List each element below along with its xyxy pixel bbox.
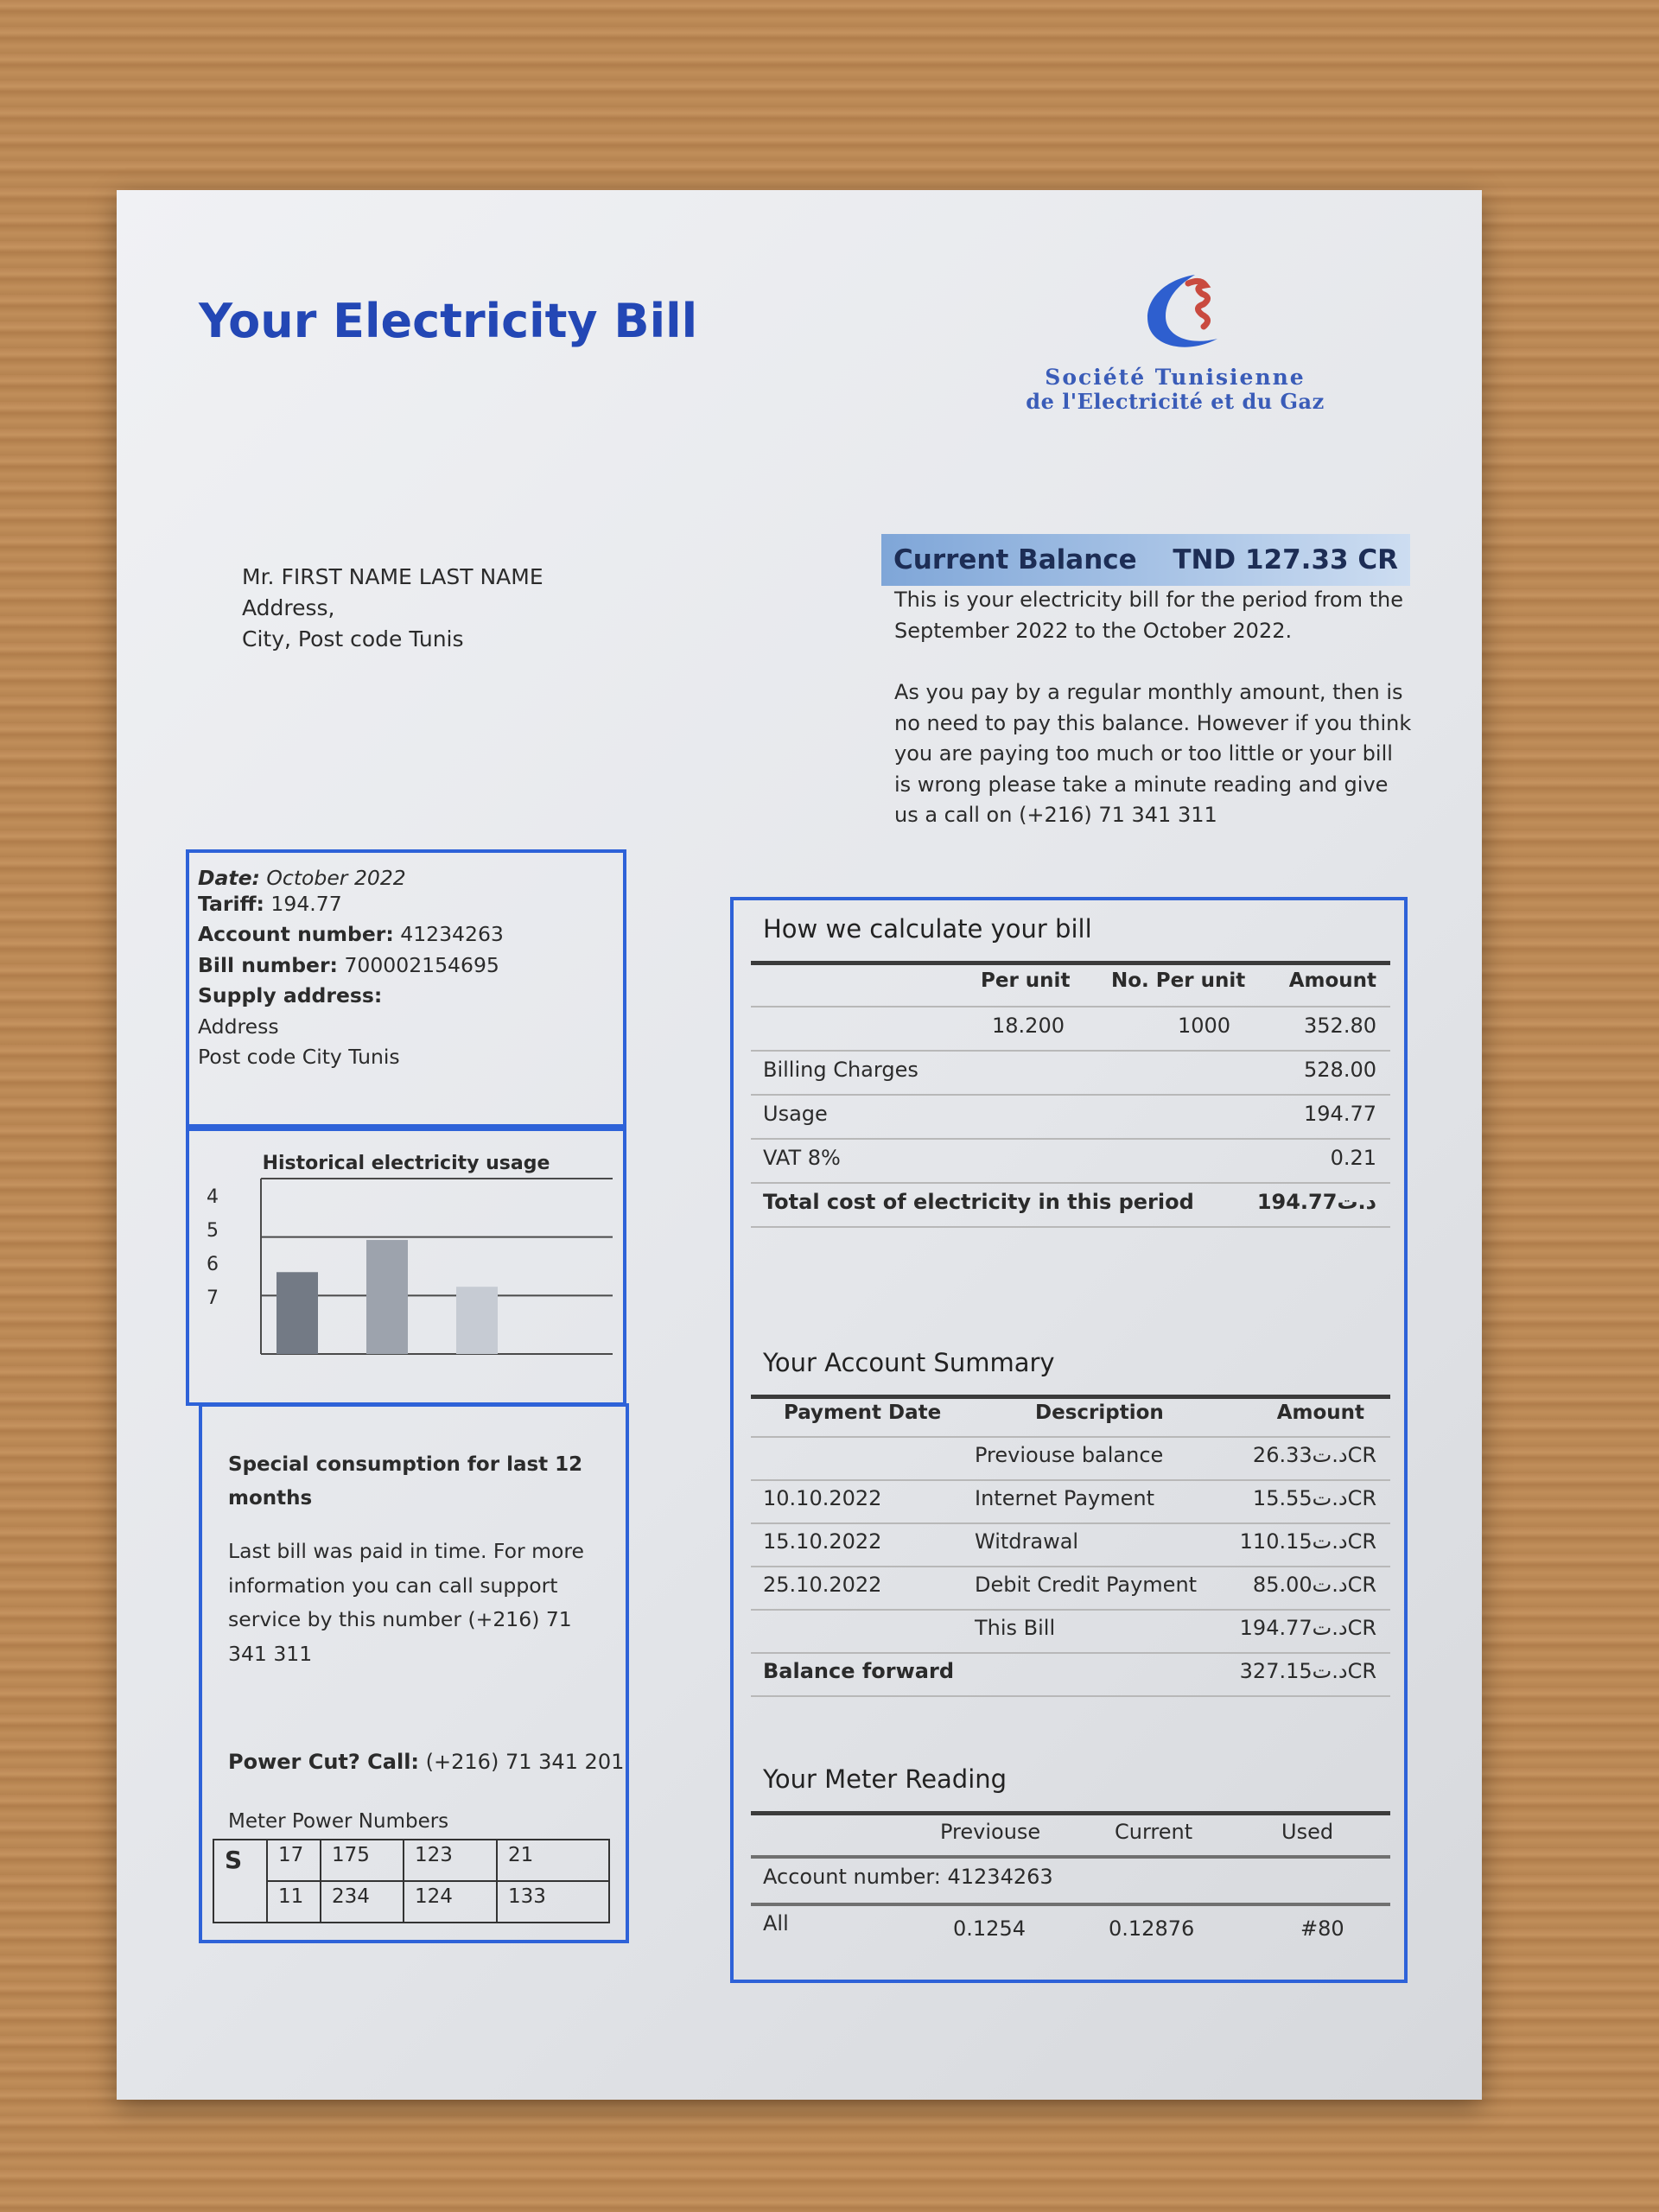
usage-chart-box xyxy=(186,1128,626,1406)
row-divider xyxy=(751,1479,1390,1481)
summary-divider xyxy=(751,1395,1390,1399)
summary-date: 10.10.2022 xyxy=(763,1486,882,1510)
row-divider xyxy=(751,1182,1390,1184)
row-divider xyxy=(751,1652,1390,1654)
calc-count: 1000 xyxy=(1178,1014,1231,1038)
meter-cell: 21 xyxy=(497,1840,609,1881)
summary-date: 25.10.2022 xyxy=(763,1573,882,1597)
summary-header-date: Payment Date xyxy=(784,1402,942,1424)
calc-unit-amount: 352.80 xyxy=(1304,1014,1376,1038)
tariff-line xyxy=(198,889,614,920)
bill-number-value: 700002154695 xyxy=(344,952,499,977)
company-logo xyxy=(1020,268,1331,415)
row-divider xyxy=(751,1609,1390,1611)
meter-cell: 11 xyxy=(267,1881,321,1923)
calc-section-title: How we calculate your bill xyxy=(763,914,1092,944)
calc-row xyxy=(763,1058,1376,1092)
calc-row-amount: 0.21 xyxy=(1330,1146,1376,1170)
chart-bar xyxy=(276,1272,318,1354)
summary-description: Previouse balance xyxy=(975,1443,1164,1467)
power-cut-line xyxy=(228,1750,624,1774)
calc-row-label: Usage xyxy=(763,1102,828,1126)
summary-row xyxy=(763,1443,1376,1478)
meter-power-label: Meter Power Numbers xyxy=(228,1810,449,1833)
summary-description: Internet Payment xyxy=(975,1486,1154,1510)
balance-period-text: This is your electricity bill for the period from the September 2022 to the October 2022. xyxy=(894,588,1403,643)
chart-title: Historical electricity usage xyxy=(262,1153,550,1174)
meter-header-used: Used xyxy=(1281,1820,1334,1844)
bill-number-line xyxy=(198,950,614,982)
summary-date: 15.10.2022 xyxy=(763,1529,882,1554)
bill-details-box xyxy=(730,897,1408,1983)
date-label: Date: xyxy=(198,866,260,890)
supply-address-heading: Supply address: xyxy=(198,983,383,1007)
meter-cell: 17 xyxy=(267,1840,321,1881)
calc-total-row xyxy=(763,1190,1376,1224)
summary-header-row xyxy=(763,1402,1376,1436)
summary-amount: د.ت15.55CR xyxy=(1252,1486,1376,1510)
meter-account-number: Account number: 41234263 xyxy=(763,1865,1053,1889)
supply-address-line1: Address xyxy=(198,1014,279,1039)
meter-previous-value: 0.1254 xyxy=(953,1916,1026,1941)
account-number-label: Account number: xyxy=(198,922,394,946)
chart-y-tick-label: 5 xyxy=(207,1220,219,1242)
meter-cell: 133 xyxy=(497,1881,609,1923)
calc-divider xyxy=(751,961,1390,965)
customer-address xyxy=(242,562,543,655)
calc-row-label: VAT 8% xyxy=(763,1146,841,1170)
summary-header-description: Description xyxy=(1035,1402,1164,1424)
customer-city: City, Post code Tunis xyxy=(242,626,464,652)
calc-row xyxy=(763,1102,1376,1136)
calc-header-count: No. Per unit xyxy=(1111,969,1246,992)
logo-text-line1: Société Tunisienne xyxy=(1045,365,1306,390)
logo-text-line2: de l'Electricité et du Gaz xyxy=(1026,389,1325,414)
calc-total-label: Total cost of electricity in this period xyxy=(763,1190,1194,1214)
chart-bar xyxy=(456,1287,498,1354)
tariff-label: Tariff: xyxy=(198,891,264,916)
row-divider xyxy=(751,1855,1390,1859)
calc-per-unit: 18.200 xyxy=(992,1014,1065,1038)
meter-cell: 175 xyxy=(321,1840,404,1881)
summary-row xyxy=(763,1486,1376,1521)
current-balance-bar xyxy=(881,534,1410,586)
balance-description xyxy=(894,585,1413,831)
row-divider xyxy=(751,1050,1390,1052)
date-value: October 2022 xyxy=(266,866,406,890)
meter-row-label: All xyxy=(763,1911,789,1936)
summary-row xyxy=(763,1573,1376,1607)
calc-header-per-unit: Per unit xyxy=(981,969,1071,992)
usage-chart xyxy=(189,1131,623,1402)
customer-address-line: Address, xyxy=(242,595,335,620)
calc-unit-row xyxy=(763,1014,1376,1048)
account-number-line xyxy=(198,919,614,950)
meter-current-value: 0.12876 xyxy=(1109,1916,1195,1941)
meter-account-row xyxy=(763,1865,1376,1899)
meter-cell: 124 xyxy=(404,1881,497,1923)
row-divider xyxy=(751,1436,1390,1438)
meter-power-row xyxy=(213,1840,609,1881)
page-title: Your Electricity Bill xyxy=(199,294,698,348)
special-consumption-box xyxy=(199,1403,629,1943)
customer-name: Mr. FIRST NAME LAST NAME xyxy=(242,564,543,589)
summary-row xyxy=(763,1529,1376,1564)
row-divider xyxy=(751,1226,1390,1228)
chart-y-tick-label: 6 xyxy=(207,1254,219,1275)
summary-amount: د.ت110.15CR xyxy=(1239,1529,1376,1554)
meter-power-table xyxy=(213,1839,610,1923)
meter-header-current: Current xyxy=(1115,1820,1193,1844)
row-divider xyxy=(751,1695,1390,1697)
calc-header-amount: Amount xyxy=(1288,969,1376,992)
meter-header-row xyxy=(763,1820,1376,1854)
bill-number-label: Bill number: xyxy=(198,952,338,977)
meter-section-title: Your Meter Reading xyxy=(763,1764,1007,1794)
calc-row xyxy=(763,1146,1376,1180)
row-divider xyxy=(751,1522,1390,1524)
current-balance-amount: TND 127.33 CR xyxy=(1173,544,1398,575)
summary-amount: د.ت85.00CR xyxy=(1252,1573,1376,1597)
meter-power-row xyxy=(213,1881,609,1923)
account-info-box xyxy=(186,849,626,1128)
chart-y-tick-label: 4 xyxy=(207,1186,219,1208)
current-balance-label: Current Balance xyxy=(893,544,1137,575)
supply-address-label xyxy=(198,981,614,1012)
meter-divider xyxy=(751,1811,1390,1815)
row-divider xyxy=(751,1138,1390,1140)
supply-address-line2: Post code City Tunis xyxy=(198,1045,400,1069)
summary-section-title: Your Account Summary xyxy=(763,1348,1055,1377)
meter-reading-row xyxy=(763,1911,1376,1946)
logo-mark-icon xyxy=(1128,268,1223,363)
special-consumption-text: Last bill was paid in time. For more information you can call support service by this number (+216) 71 341 311 xyxy=(228,1539,584,1666)
chart-bar xyxy=(366,1240,408,1354)
meter-cell: 123 xyxy=(404,1840,497,1881)
meter-used-value: #80 xyxy=(1300,1916,1344,1941)
row-divider xyxy=(751,1566,1390,1567)
meter-prefix: S xyxy=(213,1840,267,1923)
summary-description: Debit Credit Payment xyxy=(975,1573,1198,1597)
tariff-value: 194.77 xyxy=(270,891,342,916)
summary-amount: د.ت194.77CR xyxy=(1239,1616,1376,1640)
calc-header-row xyxy=(763,969,1376,1004)
power-cut-label: Power Cut? Call: xyxy=(228,1750,420,1774)
calc-total-amount: د.ت194.77 xyxy=(1256,1190,1376,1214)
meter-cell: 234 xyxy=(321,1881,404,1923)
special-consumption-heading: Special consumption for last 12 months xyxy=(228,1453,583,1510)
power-cut-number: (+216) 71 341 201 xyxy=(425,1750,625,1774)
bill-paper xyxy=(117,190,1482,2100)
summary-description: Witdrawal xyxy=(975,1529,1079,1554)
calc-row-label: Billing Charges xyxy=(763,1058,918,1082)
balance-info-text: As you pay by a regular monthly amount, then is no need to pay this balance. However if you think you are paying too much or too little or your bill is wrong please take a minute reading and give us a call on (+216) 71 341 311 xyxy=(894,680,1412,827)
summary-amount: د.ت26.33CR xyxy=(1252,1443,1376,1467)
calc-row-amount: 194.77 xyxy=(1304,1102,1376,1126)
row-divider xyxy=(751,1903,1390,1906)
balance-forward-label: Balance forward xyxy=(763,1659,955,1683)
meter-header-previous: Previouse xyxy=(940,1820,1041,1844)
calc-row-amount: 528.00 xyxy=(1304,1058,1376,1082)
balance-forward-amount: د.ت327.15CR xyxy=(1239,1659,1376,1683)
summary-description: This Bill xyxy=(975,1616,1056,1640)
row-divider xyxy=(751,1094,1390,1096)
summary-header-amount: Amount xyxy=(1276,1402,1364,1424)
row-divider xyxy=(751,1006,1390,1007)
summary-row xyxy=(763,1616,1376,1650)
summary-balance-row xyxy=(763,1659,1376,1694)
account-number-value: 41234263 xyxy=(400,922,504,946)
chart-y-tick-label: 7 xyxy=(207,1287,219,1309)
